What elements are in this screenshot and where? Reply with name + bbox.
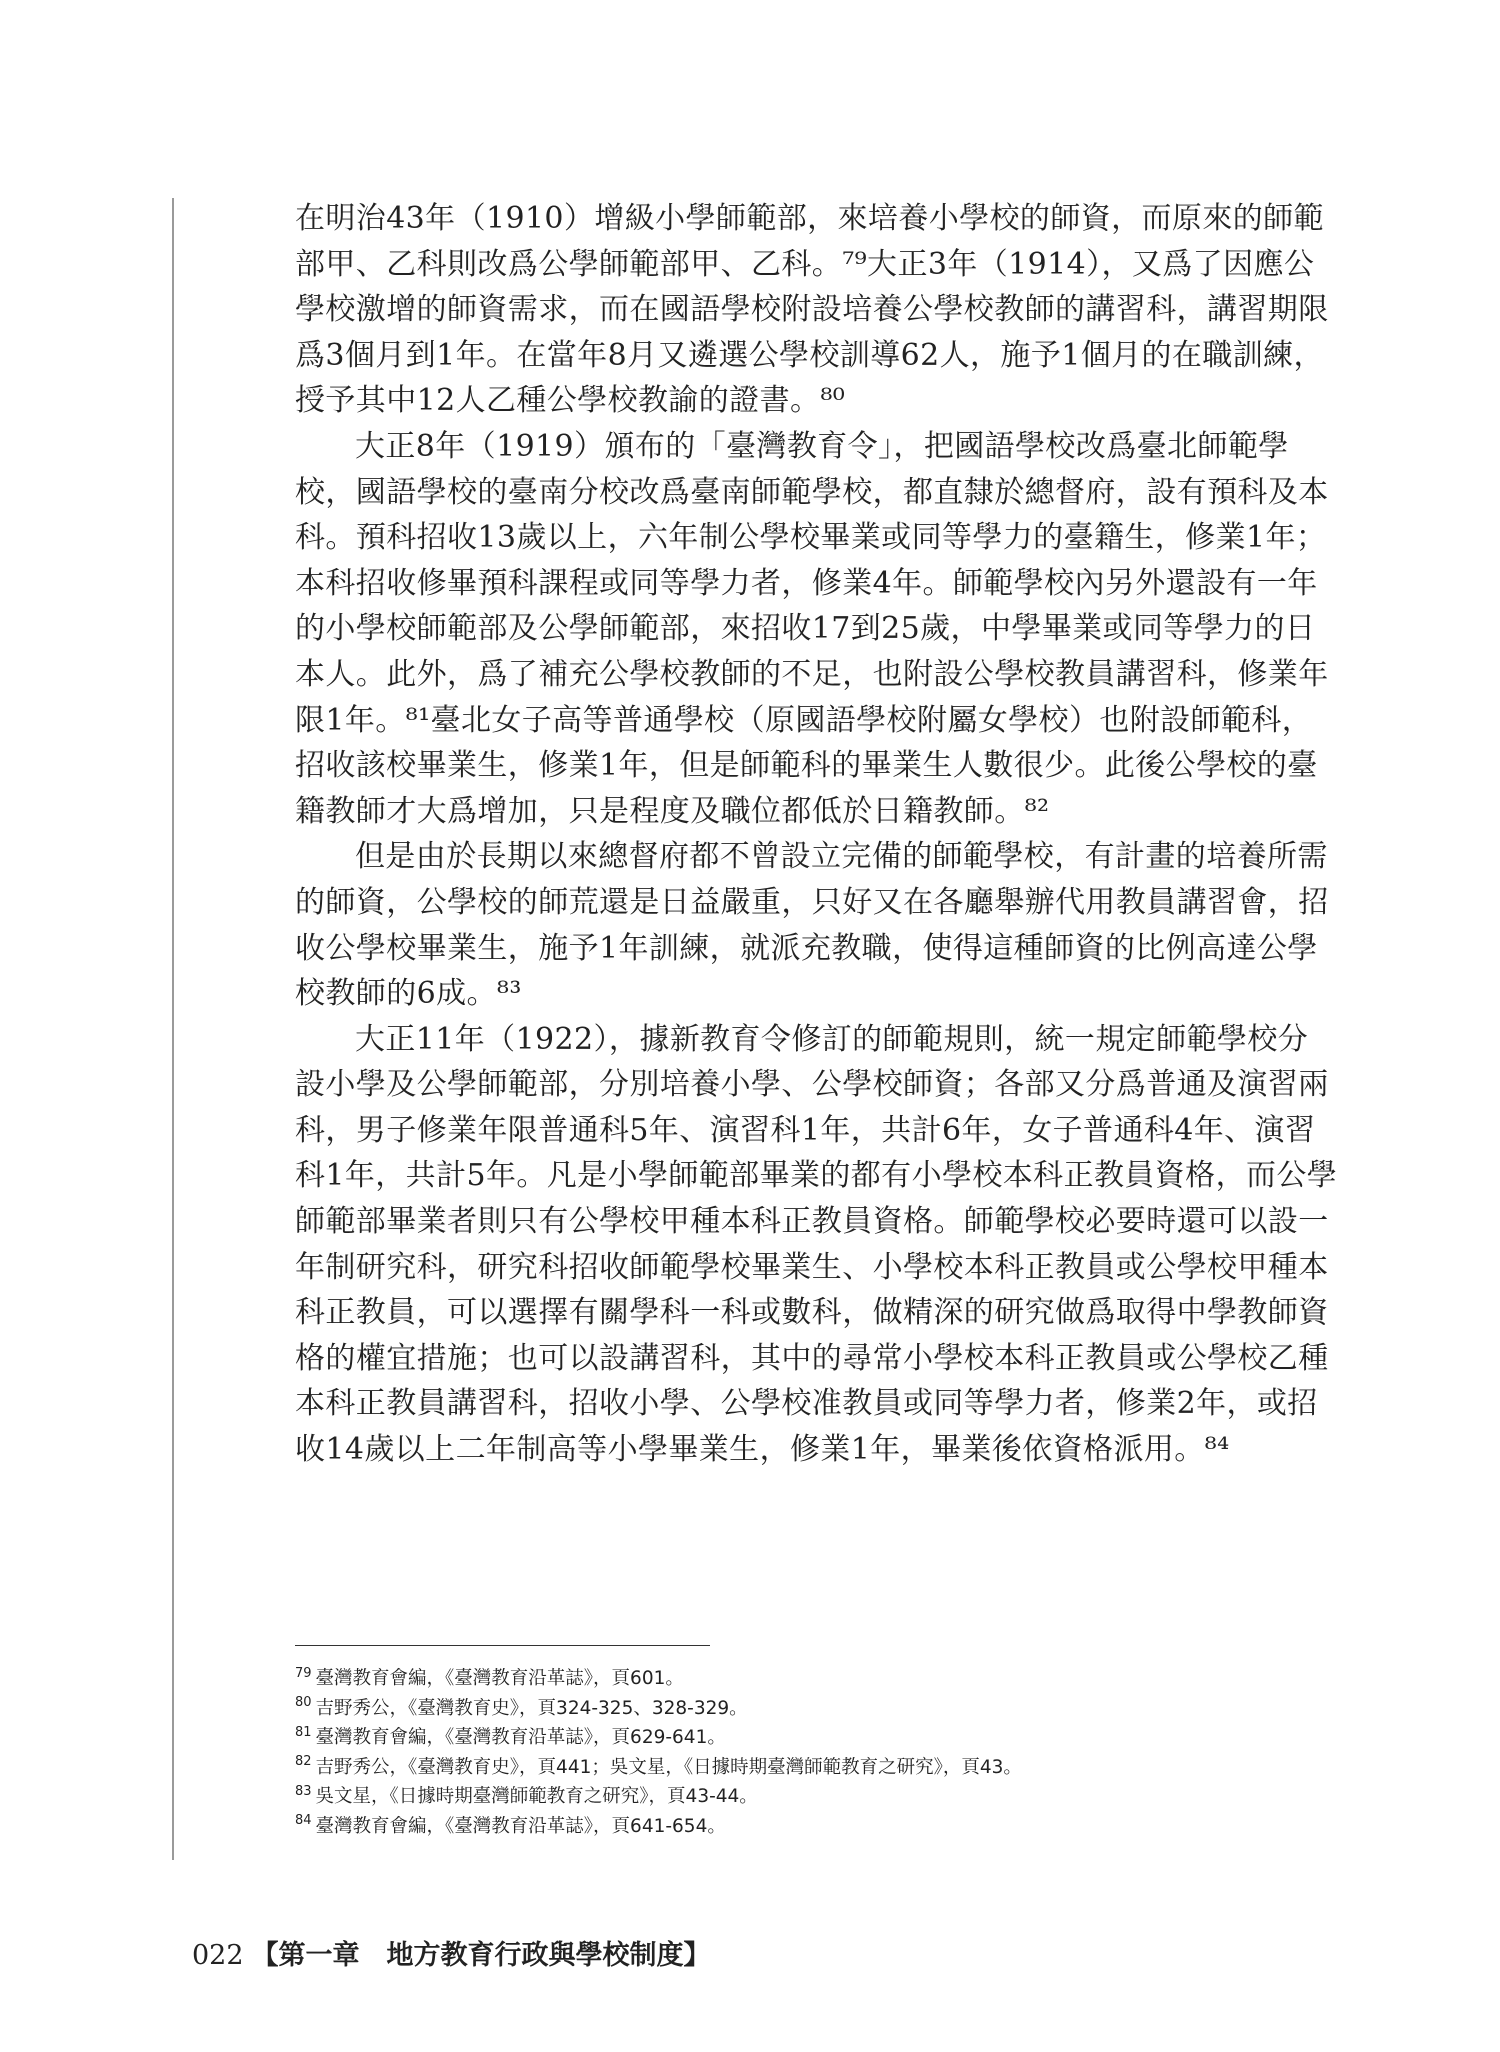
text-line: 校，國語學校的臺南分校改爲臺南師範學校，都直隸於總督府，設有預科及本 xyxy=(295,474,1329,510)
footnote-text: 吉野秀公，《臺灣教育史》，頁324-325、328-329。 xyxy=(315,1697,748,1719)
text-line: 收14歲以上二年制高等小學畢業生，修業1年，畢業後依資格派用。⁸⁴ xyxy=(295,1432,1230,1468)
footnote-number: 81 xyxy=(295,1724,312,1740)
text-line: 的小學校師範部及公學師範部，來招收17到25歲，中學畢業或同等學力的日 xyxy=(295,611,1316,647)
text-line: 招收該校畢業生，修業1年，但是師範科的畢業生人數很少。此後公學校的臺 xyxy=(295,748,1318,784)
footnote-divider xyxy=(295,1645,710,1646)
text-line: 師範部畢業者則只有公學校甲種本科正教員資格。師範學校必要時還可以設一 xyxy=(295,1204,1329,1240)
text-line: 設小學及公學師範部，分別培養小學、公學校師資；各部又分爲普通及演習兩 xyxy=(295,1067,1329,1103)
margin-rule xyxy=(172,198,174,1860)
footnote-84 xyxy=(295,1812,1305,1842)
footnote-number: 80 xyxy=(295,1695,312,1711)
paragraph-2 xyxy=(295,424,1329,834)
text-line: 本科招收修畢預科課程或同等學力者，修業4年。師範學校內另外還設有一年 xyxy=(295,565,1318,601)
footnote-79 xyxy=(295,1664,1305,1694)
body-text xyxy=(295,196,1338,1473)
paragraph-3 xyxy=(295,834,1329,1016)
footnote-text: 吉野秀公，《臺灣教育史》，頁441；吳文星，《日據時期臺灣師範教育之研究》，頁43。 xyxy=(315,1756,1022,1778)
text-line: 爲3個月到1年。在當年8月又遴選公學校訓導62人，施予1個月的在職訓練， xyxy=(295,337,1324,373)
footnote-text: 臺灣教育會編，《臺灣教育沿革誌》，頁629-641。 xyxy=(315,1727,726,1748)
text-line: 本科正教員講習科，招收小學、公學校准教員或同等學力者，修業2年，或招 xyxy=(295,1386,1318,1422)
text-line: 但是由於長期以來總督府都不曾設立完備的師範學校，有計畫的培養所需 xyxy=(355,839,1328,875)
text-line: 大正8年（1919）頒布的「臺灣教育令」，把國語學校改爲臺北師範學 xyxy=(355,428,1289,464)
page-number: 022 xyxy=(192,1940,244,1971)
chapter-title: 【第一章 地方教育行政與學校制度】 xyxy=(251,1940,711,1971)
footnote-81 xyxy=(295,1723,1305,1753)
footnote-number: 82 xyxy=(295,1754,312,1770)
text-line: 科正教員，可以選擇有關學科一科或數科，做精深的研究做爲取得中學教師資 xyxy=(295,1295,1329,1331)
text-line: 大正11年（1922），據新教育令修訂的師範規則，統一規定師範學校分 xyxy=(355,1021,1309,1057)
footnote-number: 79 xyxy=(295,1665,312,1681)
paragraph-4 xyxy=(295,1017,1338,1473)
text-line: 年制研究科，研究科招收師範學校畢業生、小學校本科正教員或公學校甲種本 xyxy=(295,1249,1329,1285)
text-line: 籍教師才大爲增加，只是程度及職位都低於日籍教師。⁸² xyxy=(295,793,1050,829)
footnote-number: 84 xyxy=(295,1813,312,1829)
footnote-82 xyxy=(295,1753,1305,1783)
text-line: 科1年，共計5年。凡是小學師範部畢業的都有小學校本科正教員資格，而公學 xyxy=(295,1158,1338,1194)
text-line: 學校激增的師資需求，而在國語學校附設培養公學校教師的講習科，講習期限 xyxy=(295,292,1329,328)
text-line: 在明治43年（1910）增級小學師範部，來培養小學校的師資，而原來的師範 xyxy=(295,201,1324,236)
text-line: 的師資，公學校的師荒還是日益嚴重，只好又在各廳舉辦代用教員講習會，招 xyxy=(295,884,1329,920)
page-footer xyxy=(192,1933,711,1972)
footnote-text: 臺灣教育會編，《臺灣教育沿革誌》，頁641-654。 xyxy=(315,1815,726,1837)
footnote-83 xyxy=(295,1782,1305,1812)
text-line: 本人。此外，爲了補充公學校教師的不足，也附設公學校教員講習科，修業年 xyxy=(295,656,1329,692)
text-line: 科，男子修業年限普通科5年、演習科1年，共計6年，女子普通科4年、演習 xyxy=(295,1112,1316,1148)
paragraph-1 xyxy=(295,196,1329,424)
footnote-80 xyxy=(295,1694,1305,1724)
text-line: 科。預科招收13歲以上，六年制公學校畢業或同等學力的臺籍生，修業1年； xyxy=(295,520,1327,556)
text-line: 限1年。⁸¹臺北女子高等普通學校（原國語學校附屬女學校）也附設師範科， xyxy=(295,702,1313,738)
text-line: 收公學校畢業生，施予1年訓練，就派充教職，使得這種師資的比例高達公學 xyxy=(295,930,1318,966)
text-line: 授予其中12人乙種公學校教諭的證書。⁸⁰ xyxy=(295,383,846,419)
footnote-text: 吳文星，《日據時期臺灣師範教育之研究》，頁43-44。 xyxy=(315,1786,758,1807)
footnote-text: 臺灣教育會編，《臺灣教育沿革誌》，頁601。 xyxy=(315,1668,684,1689)
text-line: 校教師的6成。⁸³ xyxy=(295,976,522,1012)
footnotes xyxy=(295,1664,1305,1841)
text-line: 格的權宜措施；也可以設講習科，其中的尋常小學校本科正教員或公學校乙種 xyxy=(295,1340,1329,1376)
text-line: 部甲、乙科則改爲公學師範部甲、乙科。⁷⁹大正3年（1914），又爲了因應公 xyxy=(295,246,1315,282)
footnote-number: 83 xyxy=(295,1783,312,1799)
